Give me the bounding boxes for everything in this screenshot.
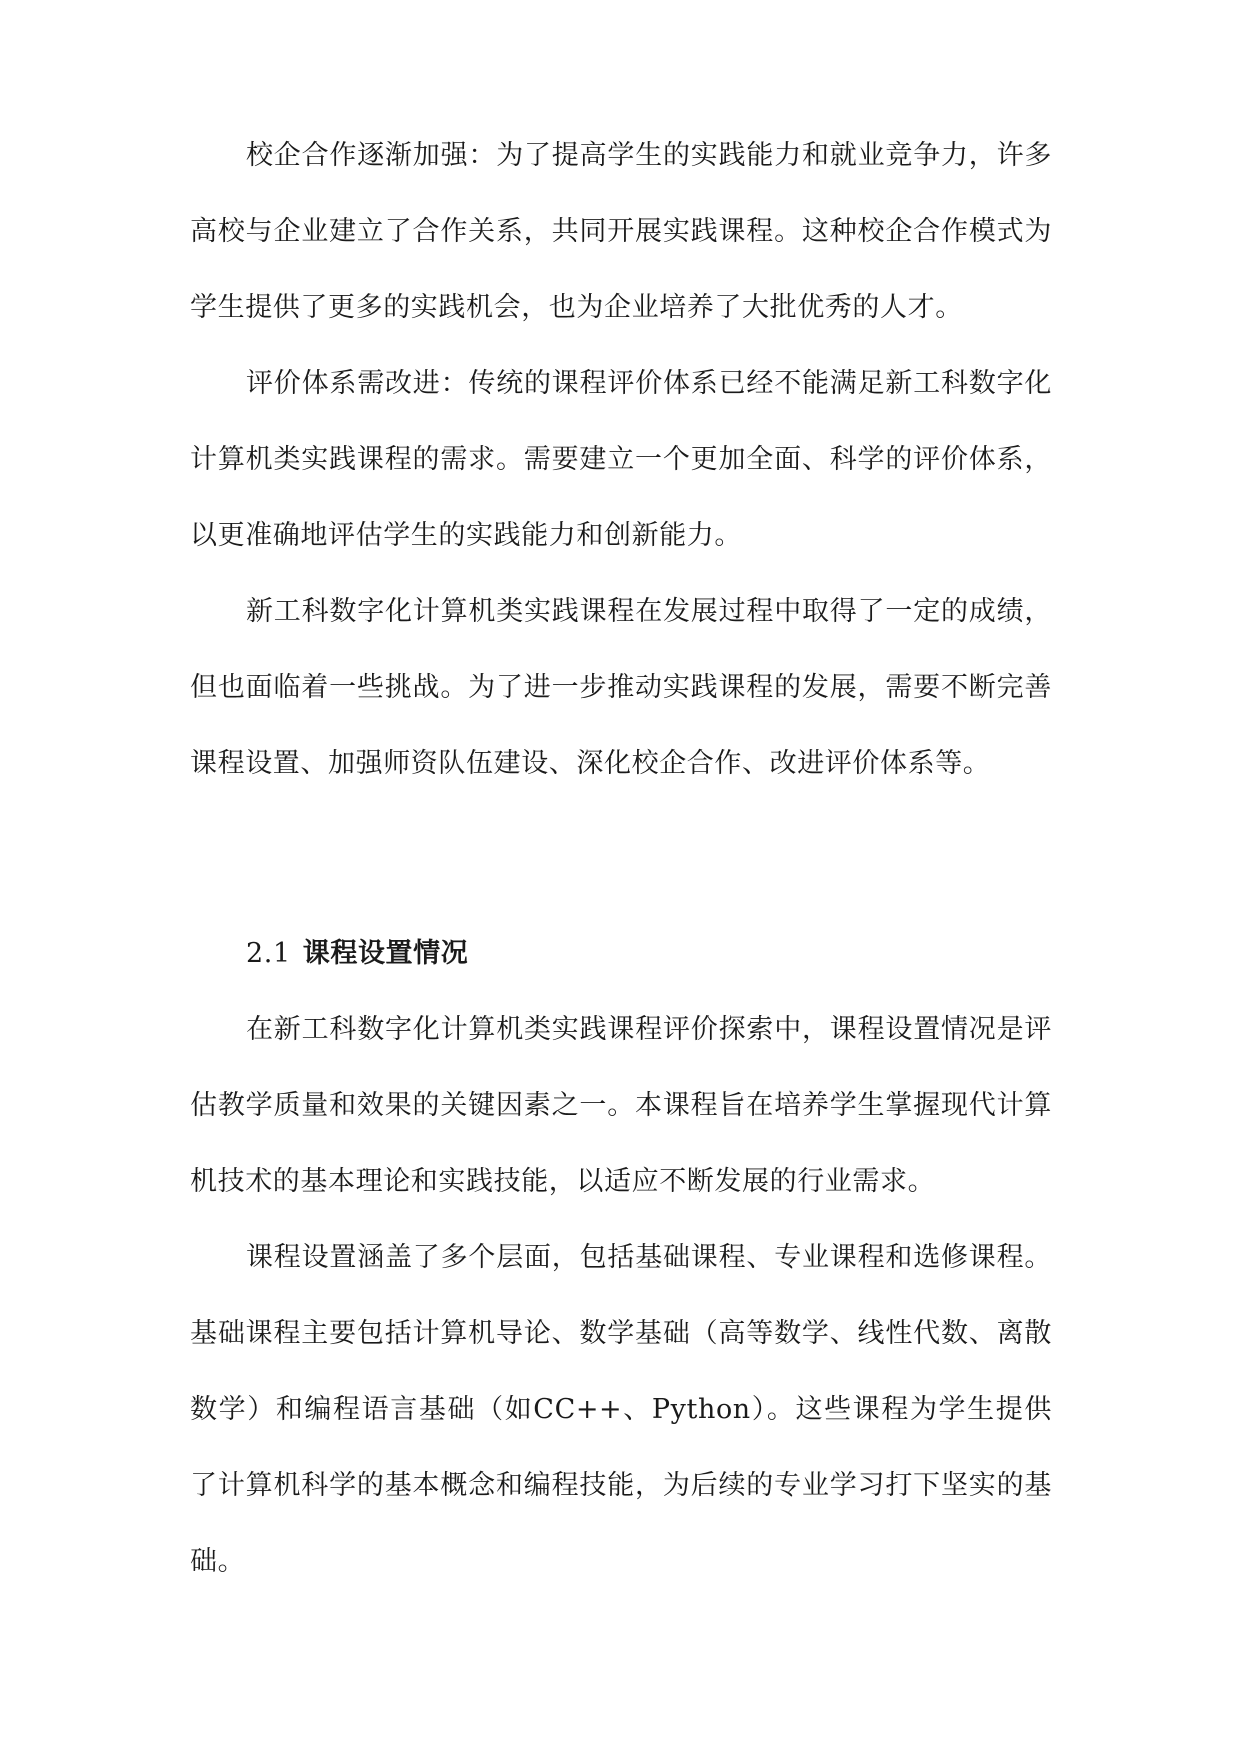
paragraph-summary: 新工科数字化计算机类实践课程在发展过程中取得了一定的成绩，但也面临着一些挑战。为了进一步推动实践课程的发展，需要不断完善课程设置、加强师资队伍建设、深化校企合作、改进评价体系等。 bbox=[190, 596, 1052, 779]
paragraph-school-enterprise: 校企合作逐渐加强：为了提高学生的实践能力和就业竞争力，许多高校与企业建立了合作关系，共同开展实践课程。这种校企合作模式为学生提供了更多的实践机会，也为企业培养了大批优秀的人才。 bbox=[190, 140, 1052, 323]
section-number: 2.1 bbox=[246, 938, 291, 969]
section-title: 课程设置情况 bbox=[302, 938, 469, 969]
paragraph-course-setup-intro: 在新工科数字化计算机类实践课程评价探索中，课程设置情况是评估教学质量和效果的关键因素之一。本课程旨在培养学生掌握现代计算机技术的基本理论和实践技能，以适应不断发展的行业需求。 bbox=[190, 1014, 1052, 1197]
section-heading bbox=[246, 916, 468, 992]
paragraph-evaluation-system: 评价体系需改进：传统的课程评价体系已经不能满足新工科数字化计算机类实践课程的需求。需要建立一个更加全面、科学的评价体系，以更准确地评估学生的实践能力和创新能力。 bbox=[190, 368, 1052, 551]
paragraph-course-levels: 课程设置涵盖了多个层面，包括基础课程、专业课程和选修课程。基础课程主要包括计算机导论、数学基础（高等数学、线性代数、离散数学）和编程语言基础（如CC++、Python）。这些课程为学生提供了计算机科学的基本概念和编程技能，为后续的专业学习打下坚实的基础。 bbox=[190, 1242, 1052, 1577]
